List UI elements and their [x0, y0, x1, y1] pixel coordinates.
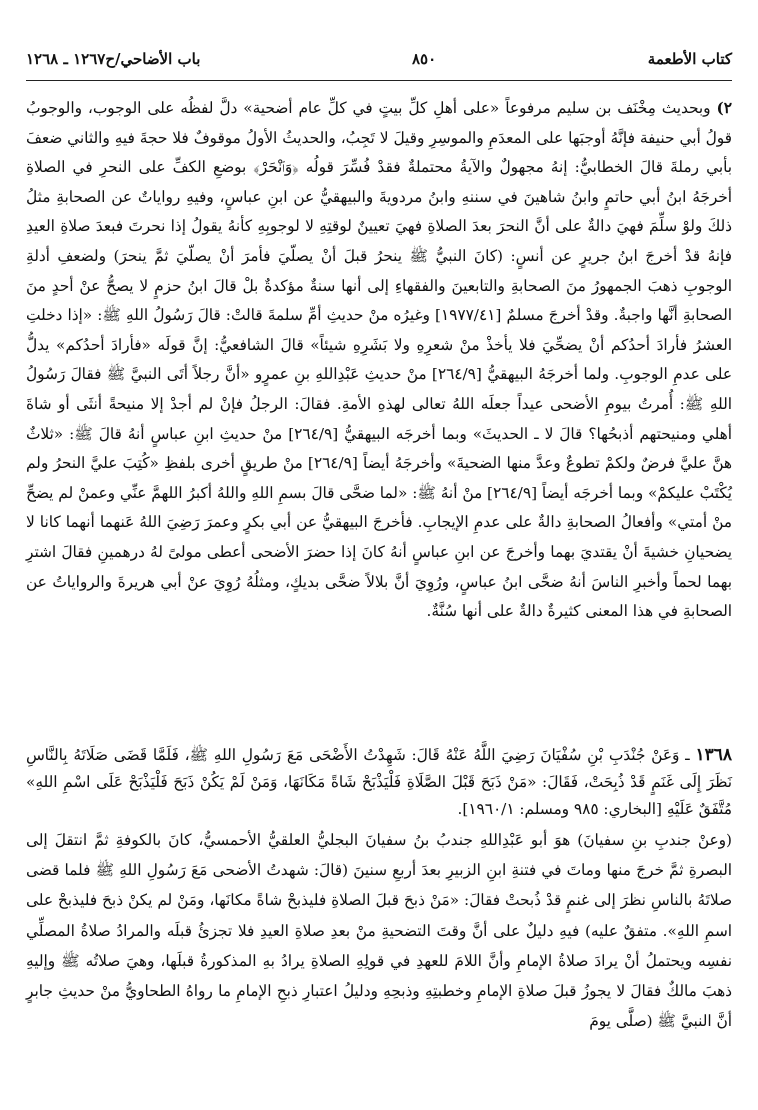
hadith-number: ١٣٦٨ [695, 745, 732, 765]
commentary-text: وبحديث مِخْنَف بن سليم مرفوعاً «على أهلِ كلِّ بيتٍ في كلِّ عام أضحية» دلَّ لفظُه على الوجوب، والوجوبُ قولُ أبي حنيفة فإنَّهُ أوجبَها على المعدَمِ والموسِرِ وقيلَ لا تَجِبُ، والحديثُ الأولُ موقوفٌ فلا حجةَ فيهِ والثاني ضعفَ بأبي رملةَ قالَ الخطابيُّ: إنهُ مجهولٌ والآيةُ محتملةٌ فقدْ فُسِّرَ قولُه ﴿وَٱنْحَرْ﴾ بوضعِ الكفِّ على النحرِ في الصلاةِ أخرجَهُ ابنُ أبي حاتمٍ وابنُ شاهينَ في سننهِ وابنُ مردويةَ والبيهقيُّ عن ابنِ عباسٍ، وفيهِ رواياتٌ عن الصحابةِ مثلُ ذلكَ ولوْ سلِّمَ فهيَ دالةٌ على أنَّ النحرَ بعدَ الصلاةِ فهيَ تعيينٌ لوقتِهِ لا لوجوبِهِ كأنهُ يقولُ إذا نحرتَ فبعدَ صلاةِ العيدِ فإنهُ قدْ أخرجَ ابنُ جريرٍ عن أنسٍ: (كانَ النبيُّ ﷺ ينحرُ قبلَ أنْ يصلّيَ فأمرَ أنْ يصلّيَ ثمَّ ينحرَ) ولضعفِ أدلةِ الوجوبِ ذهبَ الجمهورُ منَ الصحابةِ والتابعينَ والفقهاءِ إلى أنها سنةٌ مؤكدةٌ بلْ قالَ ابنُ حزمٍ لا يصحُّ عنْ أحدٍ منَ الصحابةِ أنَّها واجبةٌ. وقدْ أخرجَ مسلمٌ [١٩٧٧/٤١] وغيرُه منْ حديثِ أمِّ سلمةَ قالتْ: قالَ رَسُولُ اللهِ ﷺ: «إذا دخلتِ العشرُ فأرادَ أحدُكم أنْ يضحِّيَ فلا يأخذْ منْ شعرِهِ ولا بَشَرِهِ شيئاً» قالَ الشافعيُّ: إنَّ قولَه «فأرادَ أحدُكم» يدلُّ على عدمِ الوجوبِ. ولما أخرجَهُ البيهقيُّ [٢٦٤/٩] منْ حديثِ عَبْدِاللهِ بنِ عمرٍو «أنَّ رجلاً أتَى النبيَّ ﷺ فقالَ رَسُولُ اللهِ ﷺ: أُمرتُ بيومِ الأضحى عيداً جعلَه اللهُ تعالى لهذهِ الأمةِ. فقالَ: الرجلُ فإنْ لم أجدْ إلا منيحةً أنثَى أو شاةَ أهلي ومنيحتهم أذبحُها؟ قالَ لا ـ الحديثَ» وبما أخرجَه البيهقيُّ [٢٦٤/٩] منْ حديثِ ابنِ عباسٍ أنهُ قالَ ﷺ: «ثلاثٌ هنَّ عليَّ فرضٌ ولكمْ تطوعٌ وعدَّ منها الضحيةَ» وأخرجَهُ أيضاً [٢٦٤/٩] منْ طريقٍ أخرى بلفظِ «كُتِبَ عليَّ النحرُ ولم يُكْتَبْ عليكمْ» وبما أخرجَه أيضاً [٢٦٤/٩] منْ أنهُ ﷺ: «لما ضحَّى قالَ بسمِ اللهِ واللهُ أكبرُ اللهمَّ عنِّي وعمنْ لم يضحِّ منْ أمتي» وأفعالُ الصحابةِ دالةٌ على عدمِ الإيجابِ. فأخرجَ البيهقيُّ عن أبي بكرٍ وعمرَ رَضِيَ اللهُ عَنهما أنهما كانا لا يضحيانِ خشيةَ أنْ يقتديَ بهما وأخرجَ عن ابنِ عباسٍ أنهُ كانَ إذا حضرَ الأضحى أعطى مولىً لهُ درهمينِ فقالَ اشترِ بهما لحماً وأخبرِ الناسَ أنهُ ضحَّى ابنُ عباسٍ، ورُوِيَ أنَّ بلالاً ضحَّى بديكٍ، ومثلُهُ رُوِيَ عنْ أبي هريرةَ والرواياتُ عن الصحابةِ في هذا المعنى كثيرةٌ دالةٌ على أنها سُنَّةٌ. [26, 99, 733, 621]
footnote-marker: ٢) [716, 99, 732, 117]
explanation-text: (وعنْ جندبِ بنِ سفيانَ) هوَ أبو عَبْدِاللهِ جندبُ بنُ سفيانَ البجليُّ العلقيُّ الأحمسيُّ، كانَ بالكوفةِ ثمَّ انتقلَ إلى البصرةِ ثمَّ خرجَ منها وماتَ في فتنةِ ابنِ الزبيرِ بعدَ أربعِ سنينَ (قالَ: شهدتُ الأضحى مَعَ رَسُولِ اللهِ ﷺ فلما قضى صلاتَهُ بالناسِ نظرَ إلى غنمٍ قدْ ذُبحتْ فقالَ: «مَنْ ذبحَ قبلَ الصلاةِ فليذبحْ شاةً مكانَها، ومَنْ لم يكنْ ذبحَ فليذبحْ على اسمِ اللهِ». متفقٌ عليه) فيهِ دليلٌ على أنَّ وقتَ التضحيةِ منْ بعدِ صلاةِ العيدِ فلا تجزئُ قبلَه والمرادُ صلاةُ المصلِّي نفسِه ويحتملُ أنْ يرادَ صلاةُ الإمامِ وأنَّ اللامَ للعهدِ في قولِهِ الصلاةِ يرادُ بهِ المذكورةُ قبلَها، وهيَ صلاتُه ﷺ وإليهِ ذهبَ مالكٌ فقالَ لا يجوزُ قبلَ صلاةِ الإمامِ وخطبتِهِ وذبحِهِ ودليلُ اعتبارِ ذبحِ الإمامِ ما رواهُ الطحاويُّ منْ حديثِ جابرٍ أنَّ النبيَّ ﷺ (صلَّى يومَ [26, 831, 732, 1031]
hadith-text: ـ وَعَنْ جُنْدَبِ بْنِ سُفْيَانَ رَضِيَ اللَّهُ عَنْهُ قَالَ: شَهِدْتُ الأَضْحَى مَعَ رَسُولِ اللهِ ﷺ، فَلَمَّا قَضَى صَلَاتَهُ بِالنَّاسِ نَظَرَ إِلَى غَنَمٍ قَدْ ذُبِحَتْ، فَقَالَ: «مَنْ ذَبَحَ قَبْلَ الصَّلَاةِ فَلْيَذْبَحْ شَاةً مَكَانَهَا، وَمَنْ لَمْ يَكُنْ ذَبَحَ فَلْيَذْبَحْ عَلَى اسْمِ اللهِ» مُتَّفَقٌ عَلَيْهِ [البخاري: ٩٨٥ ومسلم: ١٩٦٠/١]. [26, 746, 732, 818]
header-chapter-title: باب الأضاحي/ح١٢٦٧ ـ ١٢٦٨ [26, 50, 201, 68]
commentary-paragraph [26, 94, 732, 627]
header-book-title: كتاب الأطعمة [647, 50, 732, 68]
running-header [26, 46, 732, 72]
explanation-paragraph [26, 825, 732, 1036]
hadith-block [26, 742, 732, 823]
page-number: ٨٥٠ [412, 50, 437, 68]
header-divider [26, 80, 732, 81]
